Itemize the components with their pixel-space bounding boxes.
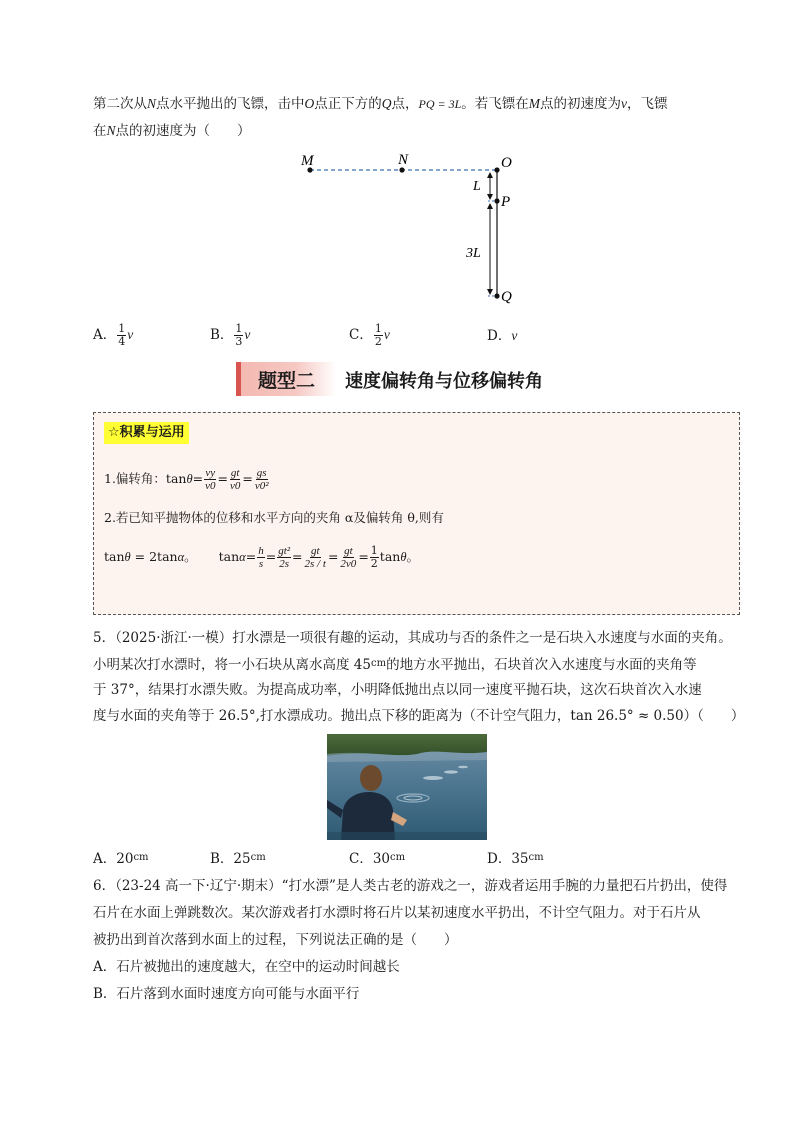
- q4-text-line2: 在N点的初速度为（ ）: [93, 123, 251, 139]
- knowledge-item2: 2.若已知平抛物体的位移和水平方向的夹角 α及偏转角 θ,则有: [104, 510, 444, 525]
- point-N: [399, 167, 404, 172]
- label-O: O: [501, 155, 512, 171]
- label-P: P: [501, 194, 511, 210]
- section-label: 题型二: [258, 370, 316, 392]
- q4-option-D[interactable]: D．v: [487, 328, 518, 344]
- q5-option-A[interactable]: A．$20^{cm}$: [93, 851, 149, 867]
- q4-option-C[interactable]: C． $\frac{1}{2}$ v: [349, 322, 390, 348]
- q6-line1: 6．（23-24 高一下·辽宁·期末）“打水漂”是人类古老的游戏之一，游戏者运用手腕的力量把石片扔出，使得: [93, 878, 728, 894]
- label-3L: 3L: [466, 246, 481, 261]
- label-L: L: [473, 179, 481, 194]
- stone-skipping-photo: [327, 734, 487, 840]
- q4-option-A[interactable]: A． $\frac{1}{4}$ v: [93, 322, 134, 348]
- q5-option-D[interactable]: D．$35^{cm}$: [487, 851, 544, 867]
- dart-diagram: [290, 148, 530, 308]
- label-M: M: [301, 153, 314, 169]
- q5-line3: 于 37°，结果打水漂失败。为提高成功率，小明降低抛出点以同一速度平抛石块，这次石块首次入水速: [93, 682, 702, 698]
- q5-option-C[interactable]: C．$30^{cm}$: [349, 851, 406, 867]
- knowledge-item1: 1.偏转角：tanθ= $\frac{vy}{v0}$ = $\frac{gt}{v0}$ = $\frac{gs}{\text{v0²}}$: [104, 467, 269, 492]
- q6-option-B[interactable]: B．石片落到水面时速度方向可能与水面平行: [93, 986, 360, 1002]
- section-heading-accent: [236, 362, 241, 396]
- q4-option-B[interactable]: B． $\frac{1}{3}$ v: [210, 322, 251, 348]
- q5-line2: 小明某次打水漂时，将一小石块从离水高度 $45^{cm}$的地方水平抛出，石块首次入水速度与水面的夹角等: [93, 657, 697, 673]
- knowledge-tag: ☆积累与运用: [104, 422, 189, 444]
- q4-text-line1: 第二次从N点水平抛出的飞镖，击中O点正下方的Q点，PQ = 3L。若飞镖在M点的初速度为v，飞镖: [93, 96, 668, 112]
- q5-line1: 5．（2025·浙江·一模）打水漂是一项很有趣的运动，其成功与否的条件之一是石块入水速度与水面的夹角。: [93, 630, 732, 646]
- label-Q: Q: [501, 289, 512, 305]
- knowledge-item3: tanθ = 2tanα。 tanα= $\frac{h}{s}$ = $\frac{\text{gt²}}{2s}$ = $\frac{gt}{2s / t}$ = $\frac{gt}{2v0}$ = $\frac{1}{2}$ tanθ。: [104, 544, 419, 570]
- section-title: 速度偏转角与位移偏转角: [345, 371, 543, 392]
- q5-line4: 度与水面的夹角等于 26.5°,打水漂成功。抛出点下移的距离为（不计空气阻力，tan 26.5° ≈ 0.50）（ ）: [93, 708, 745, 724]
- q6-option-A[interactable]: A．石片被抛出的速度越大，在空中的运动时间越长: [93, 959, 400, 975]
- q6-line2: 石片在水面上弹跳数次。某次游戏者打水漂时将石片以某初速度水平扔出，不计空气阻力。对于石片从: [93, 905, 701, 921]
- q6-line3: 被扔出到首次落到水面上的过程，下列说法正确的是（ ）: [93, 932, 458, 948]
- label-N: N: [398, 152, 409, 168]
- q5-option-B[interactable]: B．$25^{cm}$: [210, 851, 266, 867]
